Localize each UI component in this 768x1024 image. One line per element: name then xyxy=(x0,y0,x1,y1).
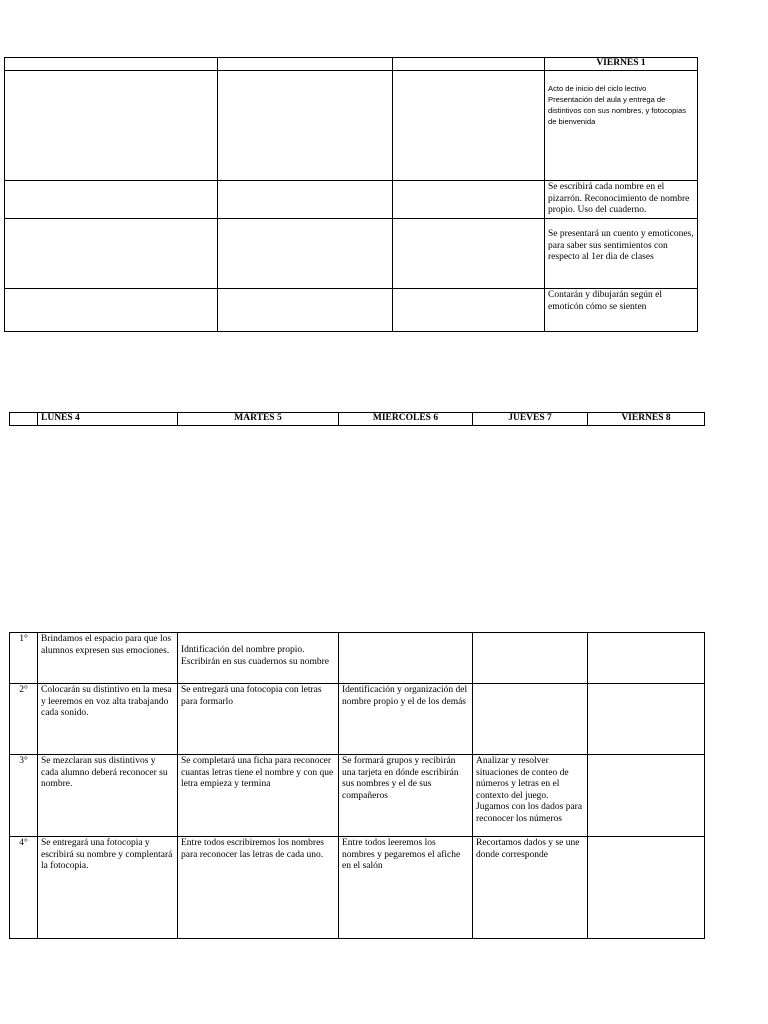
friday-cell xyxy=(588,837,705,939)
week2-body-table xyxy=(9,632,705,939)
friday-cell xyxy=(588,633,705,684)
header-tuesday: MARTES 5 xyxy=(178,413,339,426)
week2-header-empty xyxy=(10,413,38,426)
tuesday-cell: Se completará una ficha para reconocer cuantas letras tiene el nombre y con que letra empieza y termina xyxy=(178,755,339,837)
header-wednesday: MIERCOLES 6 xyxy=(339,413,473,426)
friday-cell xyxy=(588,755,705,837)
week1-cell-friday: Se escribirá cada nombre en el pizarrón. Reconocimiento de nombre propio. Uso del cuaderno. xyxy=(545,181,698,219)
header-friday: VIERNES 8 xyxy=(588,413,705,426)
week1-cell xyxy=(393,219,545,289)
row-number: 2° xyxy=(10,684,38,755)
week1-cell xyxy=(5,219,218,289)
week1-table xyxy=(4,57,698,332)
week1-cell xyxy=(218,219,393,289)
week1-cell-friday: Contarán y dibujarán según el emoticón cómo se sienten xyxy=(545,289,698,332)
week1-cell xyxy=(5,181,218,219)
monday-cell: Se mezclaran sus distintivos y cada alumno deberá reconocer su nombre. xyxy=(38,755,178,837)
week1-cell xyxy=(393,71,545,181)
week1-row xyxy=(5,181,698,219)
table-row xyxy=(10,755,705,837)
wednesday-cell: Se formará grupos y recibirán una tarjeta en dónde escribirán sus nombres y el de sus compañeros xyxy=(339,755,473,837)
wednesday-cell: Identificación y organización del nombre propio y el de los demás xyxy=(339,684,473,755)
header-thursday: JUEVES 7 xyxy=(473,413,588,426)
week1-cell-friday: Se presentará un cuento y emoticones, para saber sus sentimientos con respecto al 1er dia de clases xyxy=(545,219,698,289)
week1-header-cell xyxy=(218,58,393,71)
row-number: 1° xyxy=(10,633,38,684)
week1-row xyxy=(5,71,698,181)
week1-cell xyxy=(393,181,545,219)
week1-cell-friday: Acto de inicio del ciclo lectivo Presentación del aula y entrega de distintivos con sus nombres, y fotocopias de bienvenida xyxy=(545,71,698,181)
thursday-cell: Analizar y resolver situaciones de conteo de números y letras en el contexto del juego. Jugamos con los dados para reconocer los números xyxy=(473,755,588,837)
week1-header-cell xyxy=(5,58,218,71)
monday-cell: Brindamos el espacio para que los alumnos expresen sus emociones. xyxy=(38,633,178,684)
table-row xyxy=(10,684,705,755)
week1-cell xyxy=(5,71,218,181)
table-row xyxy=(10,837,705,939)
week1-row xyxy=(5,289,698,332)
monday-cell: Colocarán su distintivo en la mesa y leeremos en voz alta trabajando cada sonido. xyxy=(38,684,178,755)
week1-cell xyxy=(393,289,545,332)
week2-header-row xyxy=(10,413,705,426)
wednesday-cell xyxy=(339,633,473,684)
friday-cell xyxy=(588,684,705,755)
header-monday: LUNES 4 xyxy=(38,413,178,426)
table-row xyxy=(10,633,705,684)
thursday-cell xyxy=(473,684,588,755)
row-number: 4° xyxy=(10,837,38,939)
week1-cell xyxy=(218,181,393,219)
thursday-cell xyxy=(473,633,588,684)
monday-cell: Se entregará una fotocopia y escribirá su nombre y complentará la fotocopia. xyxy=(38,837,178,939)
week1-header-cell xyxy=(393,58,545,71)
week2-header-table xyxy=(9,412,705,426)
week1-header-friday: VIERNES 1 xyxy=(545,58,698,71)
week1-cell xyxy=(218,289,393,332)
week1-cell xyxy=(5,289,218,332)
tuesday-cell: Entre todos escribiremos los nombres para reconocer las letras de cada uno. xyxy=(178,837,339,939)
tuesday-cell: Se entregará una fotocopia con letras para formarlo xyxy=(178,684,339,755)
row-number: 3° xyxy=(10,755,38,837)
tuesday-cell: Idntificación del nombre propio. Escribirán en sus cuadernos su nombre xyxy=(178,633,339,684)
week1-cell xyxy=(218,71,393,181)
week1-header-row xyxy=(5,58,698,71)
thursday-cell: Recortamos dados y se une donde corresponde xyxy=(473,837,588,939)
week1-row xyxy=(5,219,698,289)
wednesday-cell: Entre todos leeremos los nombres y pegaremos el afiche en el salón xyxy=(339,837,473,939)
